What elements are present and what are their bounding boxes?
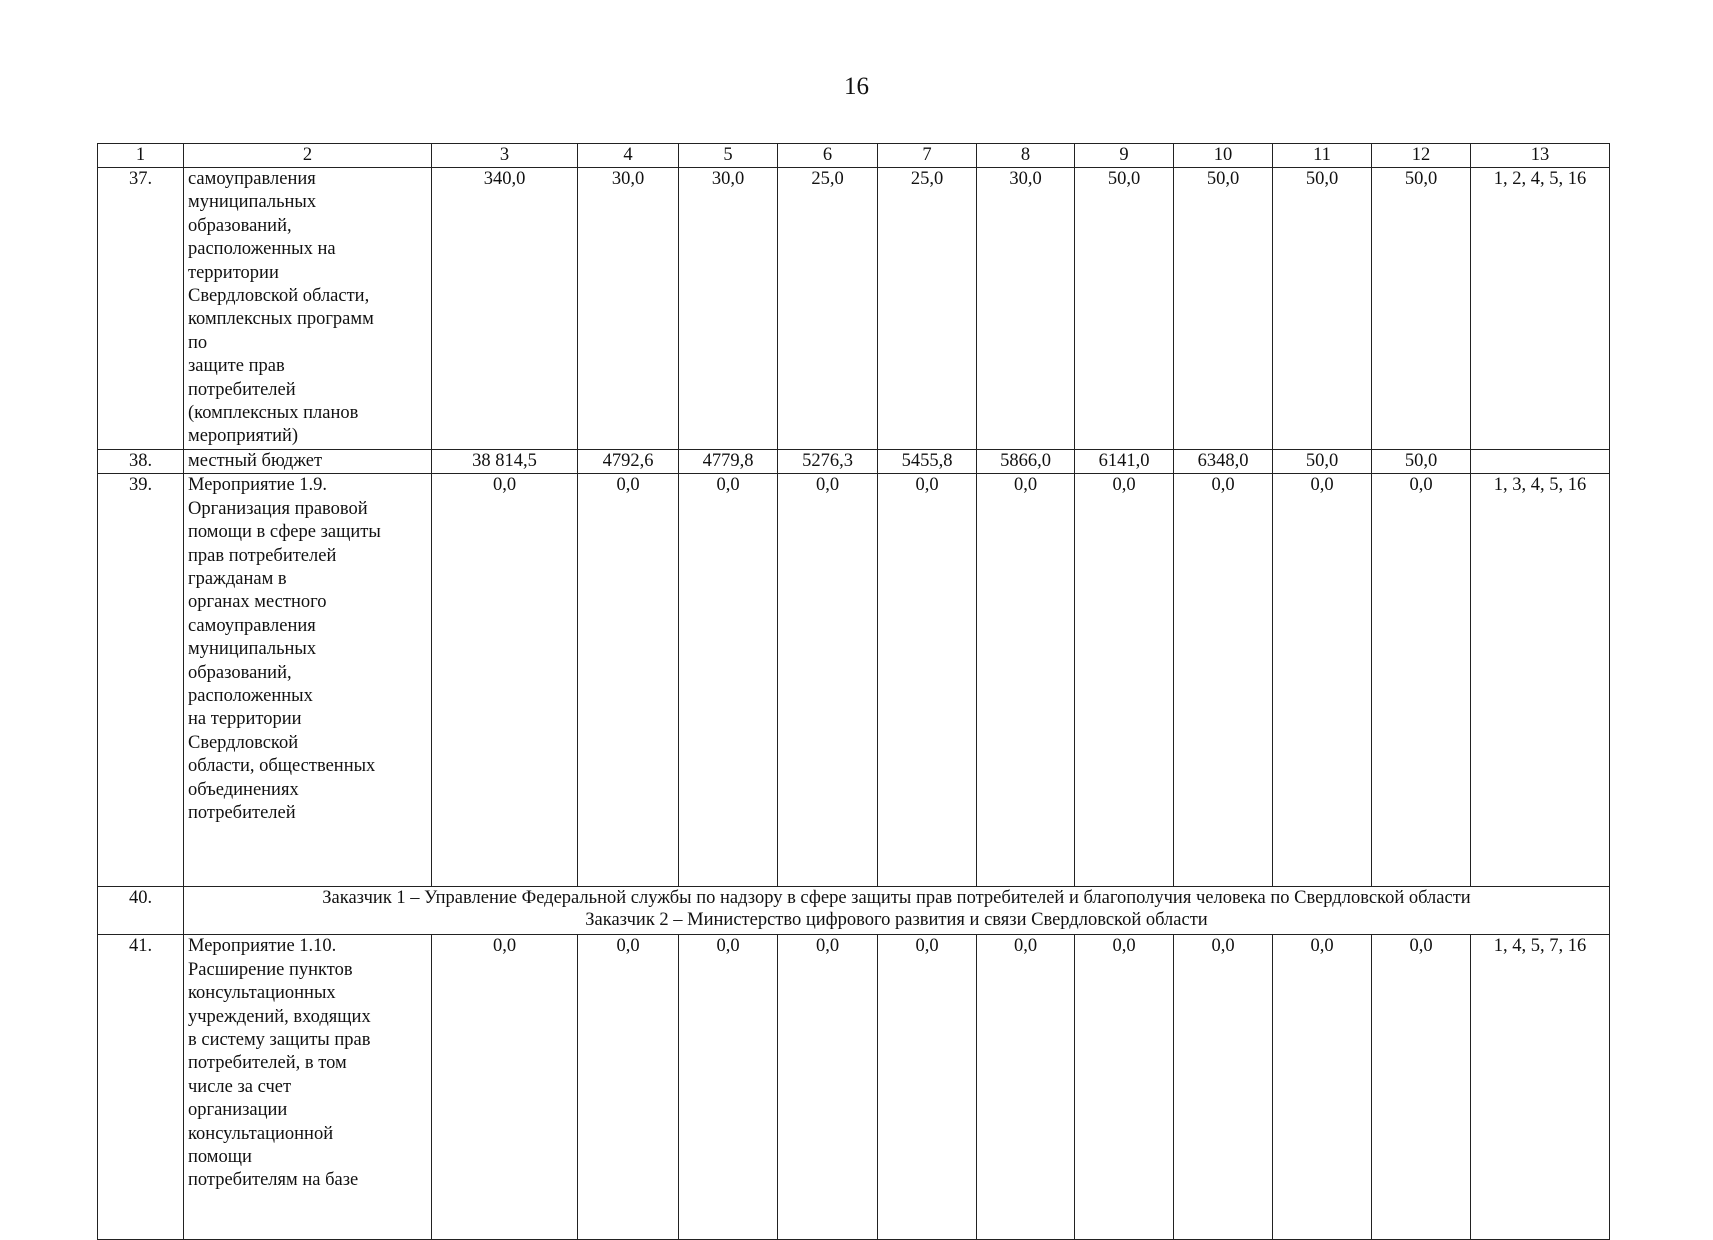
page-number: 16 — [844, 73, 869, 100]
table-body — [98, 144, 1610, 1240]
value-cell-col-12: 50,0 — [1372, 168, 1471, 450]
row-number: 39. — [98, 474, 184, 887]
description-line: консультационной — [188, 1123, 334, 1144]
description-line: муниципальных — [188, 192, 317, 213]
description-line: помощи в сфере защиты — [188, 522, 381, 543]
description-line: потребителей — [188, 379, 296, 400]
description-line: объединениях — [188, 779, 299, 800]
value-cell-col-8: 0,0 — [977, 935, 1075, 1240]
value-cell-col-10: 0,0 — [1174, 474, 1273, 887]
value-cell-col-10: 0,0 — [1174, 935, 1273, 1240]
description-line: в систему защиты прав — [188, 1029, 371, 1050]
description-line: потребителей, в том — [188, 1053, 347, 1074]
value-cell-col-11: 50,0 — [1273, 168, 1372, 450]
description-line: мероприятий) — [188, 426, 299, 447]
description-line: потребителей — [188, 802, 296, 823]
value-cell-col-10: 50,0 — [1174, 168, 1273, 450]
column-number-3: 3 — [432, 144, 578, 168]
column-number-6: 6 — [778, 144, 878, 168]
value-cell-col-10: 6348,0 — [1174, 449, 1273, 473]
table-row — [98, 887, 1610, 935]
description-line: на территории — [188, 709, 302, 730]
value-cell-col-9: 6141,0 — [1075, 449, 1174, 473]
description-line: Заказчик 1 – Управление Федеральной службы по надзору в сфере защиты прав потребителей и благополучия человека по Свердловской области — [322, 888, 1471, 909]
description-line: расположенных — [188, 685, 313, 706]
description-line: образований, — [188, 215, 292, 236]
description-line: консультационных — [188, 983, 336, 1004]
value-cell-col-3: 38 814,5 — [432, 449, 578, 473]
target-indicator-refs: 1, 3, 4, 5, 16 — [1471, 474, 1610, 887]
target-indicator-refs: 1, 2, 4, 5, 16 — [1471, 168, 1610, 450]
value-cell-col-7: 5455,8 — [878, 449, 977, 473]
description-line: прав потребителей — [188, 545, 337, 566]
value-cell-col-6: 0,0 — [778, 935, 878, 1240]
value-cell-col-8: 5866,0 — [977, 449, 1075, 473]
description-line: защите прав — [188, 356, 285, 377]
value-cell-col-12: 0,0 — [1372, 935, 1471, 1240]
value-cell-col-4: 30,0 — [578, 168, 679, 450]
column-number-2: 2 — [184, 144, 432, 168]
column-number-11: 11 — [1273, 144, 1372, 168]
description-line: муниципальных — [188, 639, 317, 660]
value-cell-col-6: 5276,3 — [778, 449, 878, 473]
value-cell-col-7: 25,0 — [878, 168, 977, 450]
column-number-10: 10 — [1174, 144, 1273, 168]
value-cell-col-4: 0,0 — [578, 474, 679, 887]
value-cell-col-9: 0,0 — [1075, 474, 1174, 887]
description-line: Свердловской области, — [188, 286, 370, 307]
row-number: 40. — [98, 887, 184, 935]
description-line: Расширение пунктов — [188, 959, 353, 980]
description-line: самоуправления — [188, 169, 316, 189]
value-cell-col-4: 4792,6 — [578, 449, 679, 473]
value-cell-col-11: 50,0 — [1273, 449, 1372, 473]
description-line: учреждений, входящих — [188, 1006, 371, 1027]
description-line: образований, — [188, 662, 292, 683]
target-indicator-refs: 1, 4, 5, 7, 16 — [1471, 935, 1610, 1240]
value-cell-col-5: 4779,8 — [679, 449, 778, 473]
activity-description — [184, 168, 432, 450]
value-cell-col-9: 0,0 — [1075, 935, 1174, 1240]
column-number-4: 4 — [578, 144, 679, 168]
row-number: 41. — [98, 935, 184, 1240]
activity-description — [184, 474, 432, 887]
value-cell-col-9: 50,0 — [1075, 168, 1174, 450]
value-cell-col-12: 50,0 — [1372, 449, 1471, 473]
description-line: гражданам в — [188, 568, 287, 589]
row-number: 38. — [98, 449, 184, 473]
table-row — [98, 449, 1610, 473]
description-line: Свердловской — [188, 732, 299, 753]
description-line: Заказчик 2 – Министерство цифрового развития и связи Свердловской области — [585, 910, 1208, 931]
value-cell-col-8: 0,0 — [977, 474, 1075, 887]
column-number-1: 1 — [98, 144, 184, 168]
description-line: комплексных программ — [188, 309, 374, 330]
activity-description — [184, 935, 432, 1240]
value-cell-col-5: 30,0 — [679, 168, 778, 450]
description-line: местный бюджет — [188, 450, 323, 471]
activity-description — [184, 449, 432, 473]
value-cell-col-12: 0,0 — [1372, 474, 1471, 887]
column-number-8: 8 — [977, 144, 1075, 168]
description-line: органах местного — [188, 592, 327, 613]
value-cell-col-3: 0,0 — [432, 935, 578, 1240]
column-number-13: 13 — [1471, 144, 1610, 168]
value-cell-col-6: 0,0 — [778, 474, 878, 887]
description-line: помощи — [188, 1146, 252, 1167]
description-line: организации — [188, 1100, 288, 1121]
budget-table — [97, 143, 1610, 1240]
customer-description — [184, 887, 1610, 935]
description-line: территории — [188, 262, 279, 283]
description-line: Мероприятие 1.10. — [188, 936, 337, 957]
column-number-row — [98, 144, 1610, 168]
column-number-5: 5 — [679, 144, 778, 168]
value-cell-col-7: 0,0 — [878, 935, 977, 1240]
description-line: потребителям на базе — [188, 1170, 359, 1191]
description-line: Мероприятие 1.9. — [188, 475, 328, 496]
value-cell-col-11: 0,0 — [1273, 474, 1372, 887]
column-number-9: 9 — [1075, 144, 1174, 168]
description-line: Организация правовой — [188, 498, 368, 519]
description-line: по — [188, 332, 208, 353]
value-cell-col-5: 0,0 — [679, 935, 778, 1240]
value-cell-col-8: 30,0 — [977, 168, 1075, 450]
row-number: 37. — [98, 168, 184, 450]
column-number-12: 12 — [1372, 144, 1471, 168]
value-cell-col-7: 0,0 — [878, 474, 977, 887]
description-line: числе за счет — [188, 1076, 292, 1097]
target-indicator-refs — [1471, 449, 1610, 473]
description-line: самоуправления — [188, 615, 316, 636]
description-line: (комплексных планов — [188, 403, 359, 424]
value-cell-col-6: 25,0 — [778, 168, 878, 450]
table-row — [98, 168, 1610, 450]
column-number-7: 7 — [878, 144, 977, 168]
table-row — [98, 935, 1610, 1240]
value-cell-col-11: 0,0 — [1273, 935, 1372, 1240]
description-line: расположенных на — [188, 239, 336, 260]
value-cell-col-4: 0,0 — [578, 935, 679, 1240]
value-cell-col-3: 340,0 — [432, 168, 578, 450]
table-row — [98, 474, 1610, 887]
description-line: области, общественных — [188, 756, 376, 777]
value-cell-col-5: 0,0 — [679, 474, 778, 887]
value-cell-col-3: 0,0 — [432, 474, 578, 887]
